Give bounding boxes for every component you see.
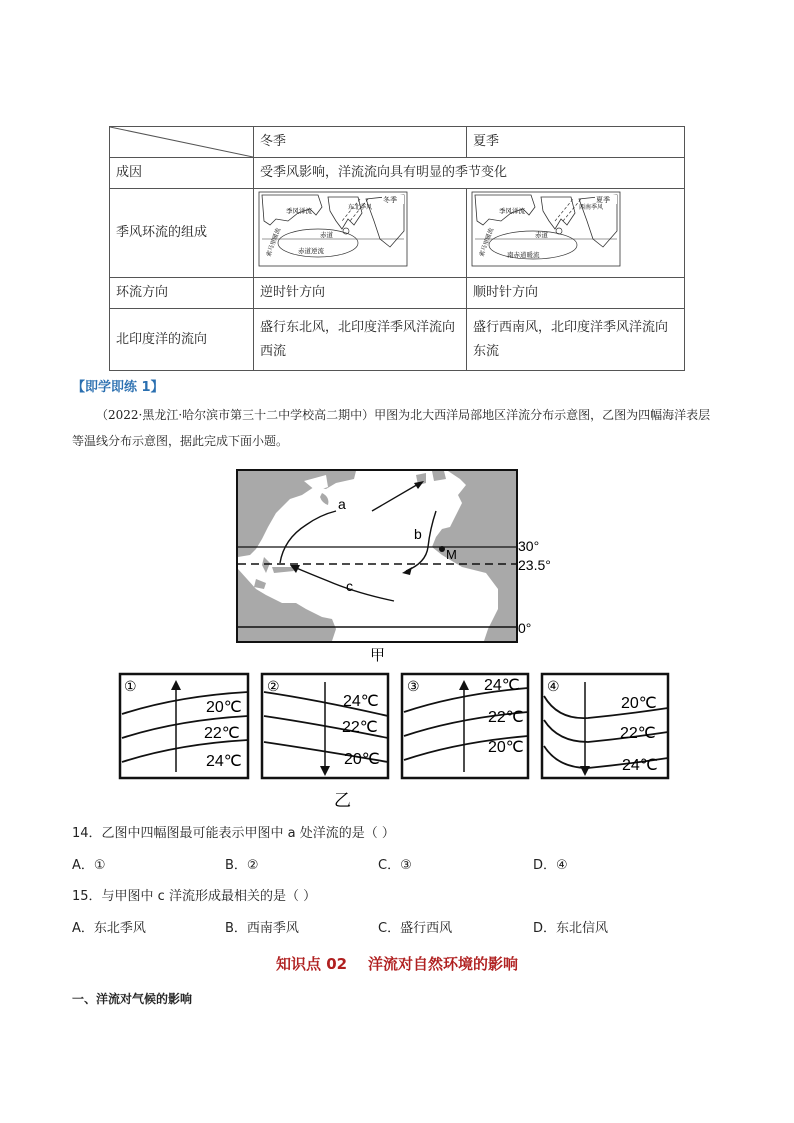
lat-23-5: 23.5° <box>518 557 551 573</box>
winter-map-season: 冬季 <box>383 197 397 204</box>
q15-option-b[interactable]: B．西南季风 <box>225 921 299 936</box>
question-intro: （2022·黑龙江·哈尔滨市第三十二中学校高二期中）甲图为北大西洋局部地区洋流分布示意图，乙图为四幅海洋表层等温线分布示意图，据此完成下面小题。 <box>72 408 711 448</box>
winter-circulation-map <box>254 189 467 278</box>
point-m <box>439 546 445 552</box>
panels-yi <box>118 672 674 810</box>
panel-2 <box>262 674 388 810</box>
panel-4-temp: 24℃ <box>622 757 658 774</box>
summer-map-label: 南赤道暖流 <box>507 252 540 259</box>
winter-flow: 盛行东北风，北印度洋季风洋流向西流 <box>254 309 467 371</box>
lat-30: 30° <box>518 538 540 554</box>
row-label-direction: 环流方向 <box>110 278 254 309</box>
label-m: M <box>446 547 457 562</box>
panel-1 <box>120 674 248 778</box>
panel-4-num: ④ <box>547 678 560 694</box>
row-label-flow: 北印度洋的流向 <box>110 309 254 371</box>
row-label-composition: 季风环流的组成 <box>110 189 254 278</box>
winter-map-label: 索马里暖流 <box>266 227 283 258</box>
q14-option-a[interactable]: A．① <box>72 858 106 873</box>
header-summer: 夏季 <box>467 127 685 158</box>
label-b: b <box>414 526 422 542</box>
header-winter: 冬季 <box>254 127 467 158</box>
panel-1-temp: 24℃ <box>206 753 242 770</box>
q15-option-d[interactable]: D．东北信风 <box>533 921 609 936</box>
monsoon-current-table <box>109 126 685 371</box>
winter-map-label: 赤道 <box>320 232 333 239</box>
map-jia <box>236 469 576 665</box>
winter-direction: 逆时针方向 <box>254 278 467 309</box>
panel-2-num: ② <box>267 678 280 694</box>
label-c: c <box>346 578 353 594</box>
panel-1-temp: 22℃ <box>204 725 240 742</box>
summer-map-svg <box>471 191 621 267</box>
summer-map-label: 索马里暖流 <box>479 227 496 258</box>
summer-flow: 盛行西南风，北印度洋季风洋流向东流 <box>467 309 685 371</box>
label-a: a <box>338 496 346 512</box>
practice-tag: 【即学即练 1】 <box>72 380 164 395</box>
panel-4 <box>542 674 668 778</box>
question-15-stem: 15．与甲图中 c 洋流形成最相关的是（ ） <box>72 889 317 904</box>
panel-1-num: ① <box>124 678 137 694</box>
summer-circulation-map <box>467 189 685 278</box>
summer-direction: 顺时针方向 <box>467 278 685 309</box>
winter-map-svg <box>258 191 408 267</box>
panel-2-temp: 20℃ <box>344 751 380 768</box>
panel-3-num: ③ <box>407 678 420 694</box>
winter-map-label: 东北季风 <box>348 205 373 211</box>
panel-2-temp: 24℃ <box>343 693 379 710</box>
diagonal-header-cell <box>110 127 254 158</box>
panel-4-temp: 20℃ <box>621 695 657 712</box>
knowledge-point-title: 知识点 02 洋流对自然环境的影响 <box>276 955 518 973</box>
q14-option-b[interactable]: B．② <box>225 858 259 873</box>
panel-4-temp: 22℃ <box>620 725 656 742</box>
q14-option-c[interactable]: C．③ <box>378 858 412 873</box>
panel-3-temp: 22℃ <box>488 709 524 726</box>
panel-3-temp: 20℃ <box>488 739 524 756</box>
row-label-cause: 成因 <box>110 158 254 189</box>
panel-2-temp: 22℃ <box>342 719 378 736</box>
lat-0: 0° <box>518 620 532 636</box>
map-jia-caption: 甲 <box>370 647 386 664</box>
cause-text: 受季风影响，洋流流向具有明显的季节变化 <box>254 158 685 189</box>
summer-map-label: 季风洋流 <box>499 208 525 215</box>
q15-option-c[interactable]: C．盛行西风 <box>378 921 453 936</box>
question-14-stem: 14．乙图中四幅图最可能表示甲图中 a 处洋流的是（ ） <box>72 826 395 841</box>
summer-map-label: 赤道 <box>535 232 548 239</box>
winter-map-label: 季风洋流 <box>286 208 312 215</box>
panel-1-temp: 20℃ <box>206 699 242 716</box>
panel-3-temp: 24℃ <box>484 677 520 694</box>
panel-3 <box>402 674 528 778</box>
subsection-title: 一、洋流对气候的影响 <box>72 992 193 1006</box>
winter-map-label: 赤道逆流 <box>298 248 324 255</box>
summer-map-label: 西南季风 <box>579 205 604 211</box>
q15-option-a[interactable]: A．东北季风 <box>72 921 146 936</box>
q14-option-d[interactable]: D．④ <box>533 858 568 873</box>
summer-map-season: 夏季 <box>596 197 610 204</box>
panels-yi-caption: 乙 <box>334 791 351 810</box>
